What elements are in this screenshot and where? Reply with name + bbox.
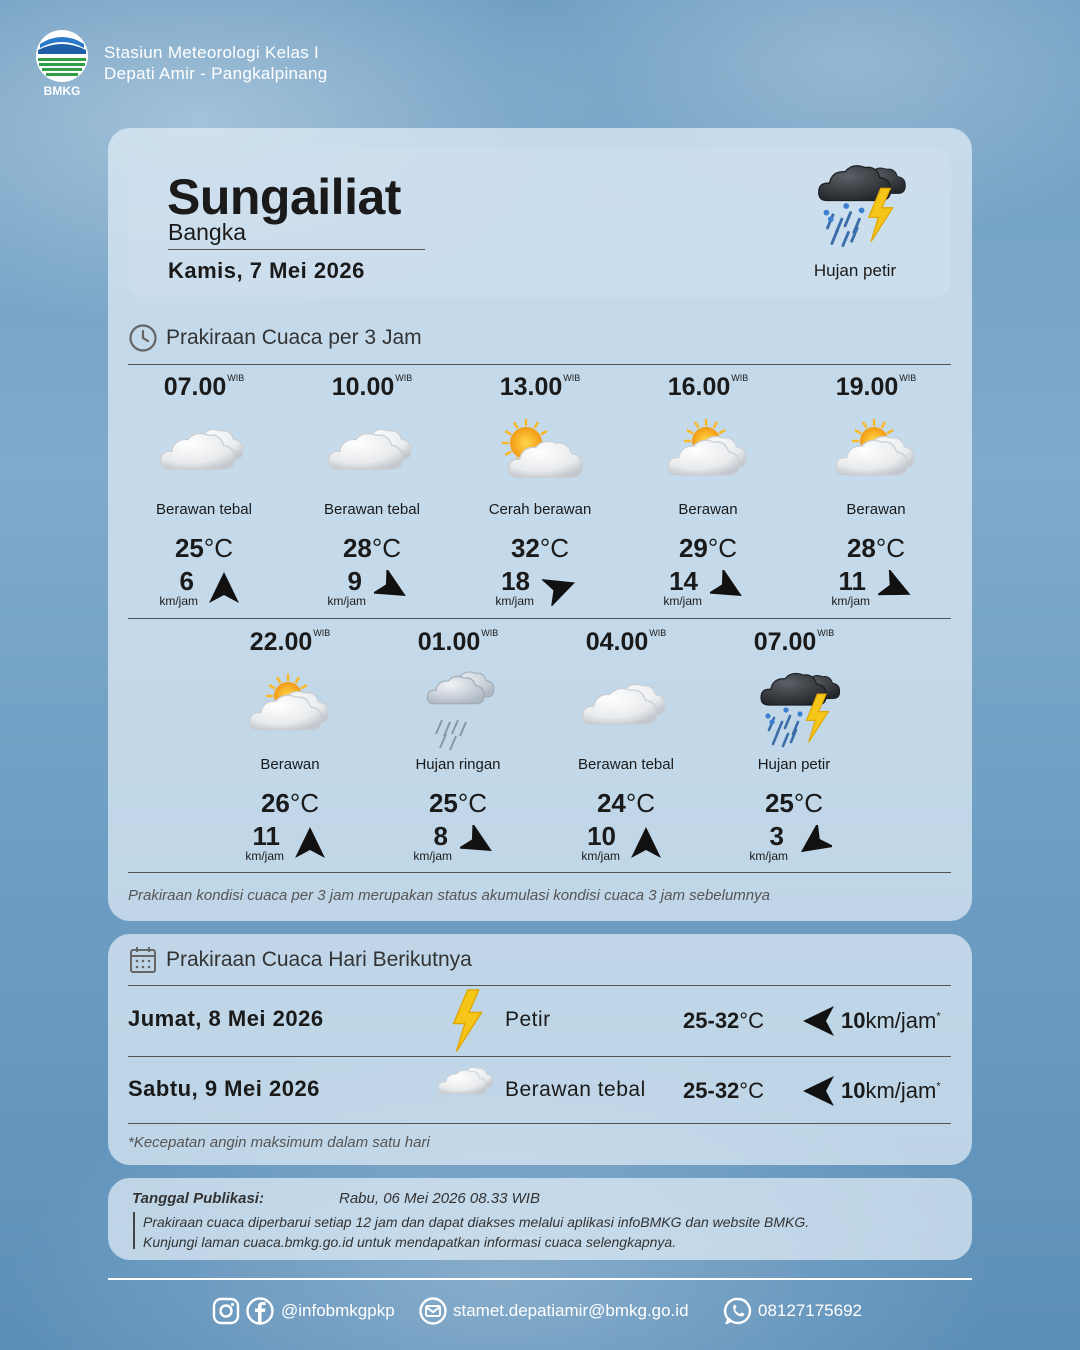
- temp-value: 26: [260, 788, 290, 818]
- temp-value: 32: [510, 533, 540, 563]
- slot-condition: Cerah berawan: [488, 501, 592, 518]
- next-day-date: Sabtu, 9 Mei 2026: [128, 1076, 320, 1101]
- wind-unit: km/jam: [749, 849, 788, 863]
- next-day-condition: Petir: [505, 1008, 551, 1031]
- clock-icon: [128, 323, 158, 353]
- slot-time: [374, 628, 542, 658]
- section-title-next: [128, 945, 472, 975]
- city-name: Sungailiat: [167, 169, 401, 225]
- logo-text: BMKG: [43, 84, 81, 98]
- slot-condition: Hujan ringan: [415, 756, 501, 773]
- slot-temp: [456, 533, 624, 564]
- temp-max: 32: [714, 1008, 740, 1033]
- wind-speed: 11: [838, 566, 866, 596]
- time-zone: WIB: [313, 628, 331, 638]
- slot-condition: Berawan tebal: [324, 501, 420, 518]
- forecast-slot: [792, 373, 960, 610]
- facebook-icon[interactable]: [245, 1296, 275, 1326]
- wind-arrow-icon: [206, 570, 242, 606]
- time-zone: WIB: [395, 373, 413, 383]
- phone-number[interactable]: 08127175692: [758, 1301, 863, 1320]
- next-day-condition: Berawan tebal: [505, 1078, 646, 1101]
- bmkg-logo: [34, 28, 90, 98]
- temp-value: 28: [342, 533, 372, 563]
- temp-unit: °C: [707, 533, 738, 563]
- forecast-slot: [542, 628, 710, 865]
- wind-arrow-icon: [800, 1073, 838, 1109]
- slot-time-value: 01.00: [417, 628, 481, 656]
- wind-unit: km/jam: [831, 594, 870, 608]
- wind-unit: km/jam: [663, 594, 702, 608]
- temp-unit: °C: [457, 788, 488, 818]
- temp-unit: °C: [739, 1078, 764, 1103]
- divider: [128, 985, 951, 986]
- temp-unit: °C: [371, 533, 402, 563]
- slot-time-value: 22.00: [249, 628, 313, 656]
- wind-unit: km/jam: [495, 594, 534, 608]
- time-zone: WIB: [899, 373, 917, 383]
- slot-time-value: 13.00: [499, 373, 563, 401]
- slot-time-value: 16.00: [667, 373, 731, 401]
- next-day-temp: 25-32°C: [683, 1078, 764, 1103]
- next-day-temp: 25-32°C: [683, 1008, 764, 1033]
- header: [34, 28, 328, 98]
- forecast-slot: [624, 373, 792, 610]
- wind-speed: 6: [179, 566, 194, 596]
- wind-arrow-icon: [796, 825, 832, 861]
- temp-value: 25: [764, 788, 794, 818]
- slot-temp: [288, 533, 456, 564]
- partly-cloudy-icon: [658, 415, 758, 495]
- next-day-row: [128, 1058, 951, 1124]
- temp-value: 25: [428, 788, 458, 818]
- temp-value: 24: [596, 788, 626, 818]
- wind-unit: km/jam: [413, 849, 452, 863]
- forecast-slot: [288, 373, 456, 610]
- divider: [128, 364, 951, 365]
- forecast-date: Kamis, 7 Mei 2026: [168, 258, 365, 283]
- publication-date: Rabu, 06 Mei 2026 08.33 WIB: [339, 1190, 540, 1207]
- wind-note: *Kecepatan angin maksimum dalam satu hari: [128, 1134, 430, 1151]
- slot-time-value: 04.00: [585, 628, 649, 656]
- divider: [128, 1056, 951, 1057]
- light-rain-icon: [408, 670, 508, 750]
- divider: [128, 618, 951, 619]
- social-handle[interactable]: @infobmkgpkp: [281, 1301, 395, 1320]
- forecast-note: Prakiraan kondisi cuaca per 3 jam merupakan status akumulasi kondisi cuaca 3 jam sebelumnya: [128, 887, 770, 904]
- temp-min: 25: [683, 1078, 708, 1103]
- section-title-3h: [128, 323, 422, 353]
- forecast-card: [108, 128, 972, 921]
- time-zone: WIB: [227, 373, 245, 383]
- wind-speed: 10: [841, 1008, 866, 1033]
- slot-condition: Berawan tebal: [156, 501, 252, 518]
- slot-wind: [624, 566, 792, 610]
- wind-arrow-icon: [878, 570, 914, 606]
- temp-unit: °C: [625, 788, 656, 818]
- temp-min: 25: [683, 1008, 708, 1033]
- slot-time: [288, 373, 456, 403]
- divider: [128, 1123, 951, 1124]
- next-day-date: Jumat, 8 Mei 2026: [128, 1006, 324, 1031]
- location-box: [128, 148, 951, 297]
- station-line-1: Stasiun Meteorologi Kelas I: [104, 43, 320, 62]
- slot-wind: [542, 821, 710, 865]
- slot-temp: [792, 533, 960, 564]
- forecast-slot: [374, 628, 542, 865]
- slot-wind: [288, 566, 456, 610]
- slot-wind: [456, 566, 624, 610]
- overcast-icon: [576, 670, 676, 750]
- divider: [168, 249, 425, 250]
- wind-arrow-icon: [292, 825, 328, 861]
- time-zone: WIB: [563, 373, 581, 383]
- footer: [0, 1296, 1080, 1328]
- slot-temp: [374, 788, 542, 819]
- slot-time-value: 10.00: [331, 373, 395, 401]
- publication-info: [143, 1212, 809, 1252]
- slot-time: [792, 373, 960, 403]
- lightning-icon: [434, 988, 500, 1054]
- slot-time-value: 07.00: [163, 373, 227, 401]
- section-title-label: Prakiraan Cuaca per 3 Jam: [166, 326, 422, 349]
- publication-label: Tanggal Publikasi:: [132, 1190, 264, 1207]
- divider: [128, 872, 951, 873]
- forecast-slot: [120, 373, 288, 610]
- next-day-wind: [841, 1008, 941, 1034]
- wind-speed: 10: [587, 821, 616, 851]
- wind-unit: km/jam: [865, 1008, 937, 1033]
- slot-condition: Berawan: [678, 501, 738, 518]
- next-day-row: [128, 988, 951, 1054]
- slot-time: [542, 628, 710, 658]
- wind-arrow-icon: [460, 825, 496, 861]
- time-zone: WIB: [649, 628, 667, 638]
- email-address[interactable]: stamet.depatiamir@bmkg.go.id: [453, 1301, 689, 1320]
- wind-speed: 14: [669, 566, 698, 596]
- slot-time: [710, 628, 878, 658]
- wind-mark: *: [936, 1010, 941, 1023]
- wind-unit: km/jam: [159, 594, 198, 608]
- overcast-icon: [322, 415, 422, 495]
- forecast-slot: [456, 373, 624, 610]
- temp-unit: °C: [289, 788, 320, 818]
- wind-unit: km/jam: [865, 1078, 937, 1103]
- temp-max: 32: [714, 1078, 740, 1103]
- wind-arrow-icon: [628, 825, 664, 861]
- slot-time-value: 19.00: [835, 373, 899, 401]
- wind-arrow-icon: [800, 1003, 838, 1039]
- next-days-card: [108, 934, 972, 1165]
- time-zone: WIB: [481, 628, 499, 638]
- time-zone: WIB: [817, 628, 835, 638]
- slot-time: [456, 373, 624, 403]
- wind-arrow-icon: [710, 570, 746, 606]
- slot-condition: Berawan tebal: [578, 756, 674, 773]
- slot-time-value: 07.00: [753, 628, 817, 656]
- section-title-label: Prakiraan Cuaca Hari Berikutnya: [166, 948, 472, 971]
- temp-value: 28: [846, 533, 876, 563]
- temp-value: 29: [678, 533, 708, 563]
- partly-cloudy-icon: [826, 415, 926, 495]
- wind-arrow-icon: [542, 570, 578, 606]
- email-icon[interactable]: [418, 1296, 448, 1326]
- region-name: Bangka: [168, 219, 247, 245]
- slot-condition: Berawan: [846, 501, 906, 518]
- slot-temp: [206, 788, 374, 819]
- slot-temp: [120, 533, 288, 564]
- partly-cloudy-icon: [240, 670, 340, 750]
- slot-wind: [120, 566, 288, 610]
- forecast-slot: [206, 628, 374, 865]
- slot-temp: [710, 788, 878, 819]
- next-day-wind: [841, 1078, 941, 1104]
- slot-condition: Hujan petir: [757, 756, 831, 773]
- wind-unit: km/jam: [327, 594, 366, 608]
- info-line-1: Prakiraan cuaca diperbarui setiap 12 jam dan dapat diakses melalui aplikasi infoBMKG dan website BMKG.: [143, 1214, 810, 1230]
- thunderstorm-rain-icon: [744, 670, 844, 750]
- publication-card: [108, 1178, 972, 1260]
- temp-value: 25: [174, 533, 204, 563]
- slot-time: [120, 373, 288, 403]
- wind-speed: 8: [433, 821, 448, 851]
- overcast-icon: [434, 1058, 500, 1124]
- slot-temp: [624, 533, 792, 564]
- info-line-2: Kunjungi laman cuaca.bmkg.go.id untuk mendapatkan informasi cuaca selengkapnya.: [143, 1234, 677, 1250]
- wind-speed: 3: [769, 821, 784, 851]
- slot-temp: [542, 788, 710, 819]
- temp-unit: °C: [875, 533, 906, 563]
- wind-unit: km/jam: [581, 849, 620, 863]
- wind-unit: km/jam: [245, 849, 284, 863]
- temp-unit: °C: [793, 788, 824, 818]
- slot-condition: Berawan: [260, 756, 320, 773]
- slot-time: [624, 373, 792, 403]
- wind-mark: *: [936, 1080, 941, 1093]
- temp-unit: °C: [203, 533, 234, 563]
- slot-wind: [710, 821, 878, 865]
- sunny-cloudy-icon: [490, 415, 590, 495]
- wind-speed: 10: [841, 1078, 866, 1103]
- current-condition: Hujan petir: [813, 261, 897, 280]
- quote-bar: [133, 1212, 135, 1249]
- wind-speed: 9: [347, 566, 362, 596]
- slot-wind: [374, 821, 542, 865]
- temp-unit: °C: [739, 1008, 764, 1033]
- forecast-slot: [710, 628, 878, 865]
- wind-speed: 11: [252, 821, 280, 851]
- time-zone: WIB: [731, 373, 749, 383]
- slot-time: [206, 628, 374, 658]
- calendar-icon: [128, 945, 158, 975]
- wind-arrow-icon: [374, 570, 410, 606]
- station-line-2: Depati Amir - Pangkalpinang: [104, 64, 328, 83]
- station-name: [104, 42, 328, 84]
- slot-wind: [206, 821, 374, 865]
- slot-wind: [792, 566, 960, 610]
- temp-unit: °C: [539, 533, 570, 563]
- whatsapp-icon[interactable]: [723, 1296, 753, 1326]
- overcast-icon: [154, 415, 254, 495]
- footer-divider: [108, 1278, 972, 1280]
- thunderstorm-rain-icon: [800, 162, 910, 262]
- instagram-icon[interactable]: [211, 1296, 241, 1326]
- wind-speed: 18: [501, 566, 530, 596]
